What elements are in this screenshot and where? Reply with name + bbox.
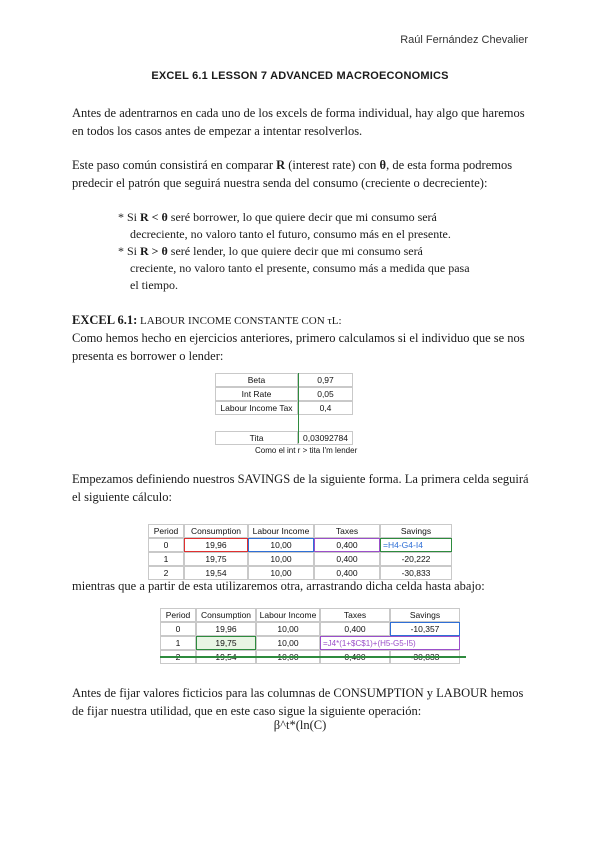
- header-cell: Labour Income: [256, 608, 320, 622]
- text-fragment: seré borrower, lo que quiere decir que mi consumo será: [167, 210, 437, 224]
- bullet-borrower: [118, 209, 508, 243]
- text-fragment: , de esta forma podremos predecir el patrón que seguirá nuestra senda del consumo (creciente o decreciente):: [72, 158, 513, 190]
- cell-consumption: 19,96: [184, 538, 248, 552]
- text-fragment: decreciente, no valoro tanto el futuro, consumo más en el presente.: [130, 227, 451, 241]
- cell-labour-income: 10,00: [248, 538, 314, 552]
- text-fragment: creciente, no valoro tanto el presente, consumo más a medida que pasa: [130, 261, 470, 275]
- cell-taxes: 0,400: [314, 566, 380, 580]
- savings-table-2: [160, 608, 466, 658]
- condition: R < θ: [140, 210, 168, 224]
- cell-period: 1: [160, 636, 196, 650]
- param-label: Int Rate: [215, 387, 298, 401]
- bullet-marker: * Si: [118, 210, 141, 224]
- utility-formula: β^t*(ln(C): [273, 718, 327, 732]
- green-underline: [160, 656, 466, 658]
- cell-period: 0: [148, 538, 184, 552]
- cell-taxes: 0,400: [314, 552, 380, 566]
- section-paragraph-3: mientras que a partir de esta utilizaremos otra, arrastrando dicha celda hasta abajo:: [72, 579, 485, 593]
- header-cell: Savings: [380, 524, 452, 538]
- condition: R > θ: [140, 244, 168, 258]
- cell-savings: -20,222: [380, 552, 452, 566]
- header-cell: Savings: [390, 608, 460, 622]
- cell-labour-income: 10,00: [248, 552, 314, 566]
- param-value: 0,97: [298, 373, 353, 387]
- header-cell: Consumption: [184, 524, 248, 538]
- text-fragment: (interest rate) con: [285, 158, 380, 172]
- header-cell: Consumption: [196, 608, 256, 622]
- document-title: EXCEL 6.1 LESSON 7 ADVANCED MACROECONOMICS: [151, 70, 449, 82]
- param-label: Labour Income Tax: [215, 401, 298, 415]
- params-table: [215, 373, 365, 429]
- section-subtitle: LABOUR INCOME CONSTANTE CON τL:: [137, 315, 342, 327]
- cell-period: 1: [148, 552, 184, 566]
- text-fragment: el tiempo.: [130, 278, 178, 292]
- section-title: EXCEL 6.1:: [72, 313, 138, 327]
- param-label: Beta: [215, 373, 298, 387]
- symbol-R: R: [276, 158, 286, 172]
- cell-labour-income: 10,00: [256, 622, 320, 636]
- header-cell: Period: [148, 524, 184, 538]
- cell-savings: -30,833: [380, 566, 452, 580]
- text-fragment: seré lender, lo que quiere decir que mi consumo será: [167, 244, 423, 258]
- cell-consumption: 19,75: [196, 636, 256, 650]
- cell-savings-prev: -10,357: [390, 622, 460, 636]
- cell-taxes: 0,400: [320, 622, 390, 636]
- author-name: Raúl Fernández Chevalier: [400, 34, 528, 46]
- header-cell: Taxes: [314, 524, 380, 538]
- param-value: 0,4: [298, 401, 353, 415]
- header-cell: Taxes: [320, 608, 390, 622]
- intro-paragraph-1: Antes de adentrarnos en cada uno de los excels de forma individual, hay algo que haremos en todos los casos antes de empezar a intentar resolverlos.: [72, 106, 525, 138]
- section-heading: [72, 311, 532, 330]
- cell-taxes: 0,400: [314, 538, 380, 552]
- section-paragraph-2: Empezamos definiendo nuestros SAVINGS de la siguiente forma. La primera celda seguirá el siguiente cálculo:: [72, 472, 529, 504]
- cell-savings-formula: =H4-G4-I4: [380, 538, 452, 552]
- section-paragraph-1: Como hemos hecho en ejercicios anteriores, primero calculamos si el individuo que se nos presenta es borrower o lender:: [72, 331, 525, 363]
- cell-consumption: 19,96: [196, 622, 256, 636]
- cell-consumption: 19,54: [184, 566, 248, 580]
- tita-value: 0,03092784: [298, 431, 353, 445]
- section-paragraph-4: Antes de fijar valores ficticios para las columnas de CONSUMPTION y LABOUR hemos de fijar nuestra utilidad, que en este caso sigue la siguiente operación:: [72, 686, 524, 718]
- cell-period: 0: [160, 622, 196, 636]
- tita-table: [215, 431, 365, 461]
- cell-consumption: 19,75: [184, 552, 248, 566]
- header-cell: Labour Income: [248, 524, 314, 538]
- savings-table-1: [148, 524, 460, 578]
- param-value: 0,05: [298, 387, 353, 401]
- bullet-lender: [118, 243, 508, 294]
- cell-period: 2: [148, 566, 184, 580]
- cell-labour-income: 10,00: [256, 636, 320, 650]
- cell-savings-formula: =J4*(1+$C$1)+(H5-G5-I5): [320, 636, 460, 650]
- tita-label: Tita: [215, 431, 298, 445]
- intro-paragraph-2: [72, 156, 532, 192]
- green-divider: [298, 373, 299, 443]
- bullet-marker: * Si: [118, 244, 141, 258]
- header-cell: Period: [160, 608, 196, 622]
- cell-labour-income: 10,00: [248, 566, 314, 580]
- text-fragment: Este paso común consistirá en comparar: [72, 158, 277, 172]
- lender-note: Como el int r > tita I'm lender: [255, 446, 358, 455]
- symbol-theta: θ: [379, 158, 387, 172]
